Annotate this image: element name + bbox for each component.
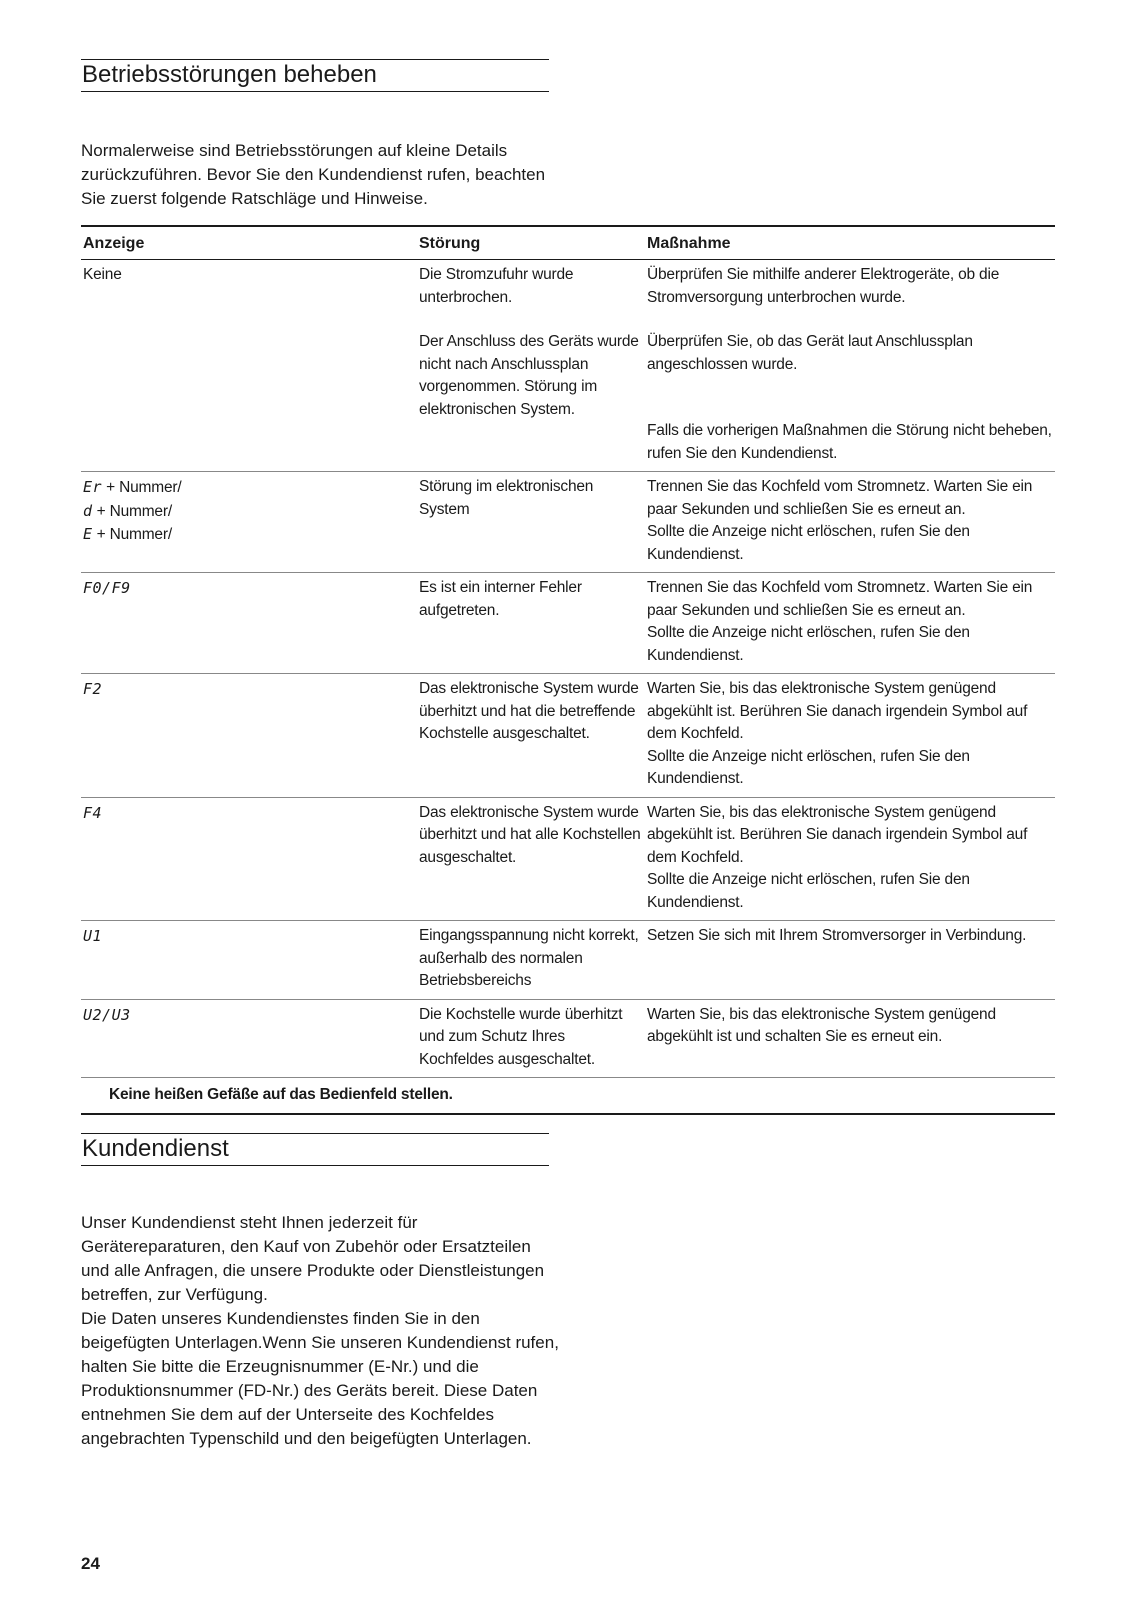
service-text-2: Die Daten unseres Kundendienstes finden Sie in den beigefügten Unterlagen.Wenn Sie unseren Kundendienst rufen, halten Sie bitte die Erzeugnisnummer (E-Nr.) und die Produktionsnummer (FD-Nr.) des Geräts bereit. Diese Daten entnehmen Sie dem auf der Unterseite des Kochfeldes angebrachten Typenschild und den beigefügten Unterlagen. [81,1309,559,1448]
service-text-1: Unser Kundendienst steht Ihnen jederzeit für Gerätereparaturen, den Kauf von Zubehör oder Ersatzteilen und alle Anfragen, die unsere Produkte oder Dienstleistungen betreffen, zur Verfügung. [81,1213,545,1304]
table-note-row [81,1078,1055,1114]
column-header-display: Anzeige [81,226,417,260]
display-code: E [83,525,93,543]
column-header-fault: Störung [417,226,645,260]
fault-table [81,225,1055,1115]
display-line [83,500,415,524]
fault-cell: Das elektronische System wurde überhitzt und hat alle Kochstellen ausgeschaltet. [417,797,645,921]
intro-paragraph [81,139,561,211]
display-code: U2/U3 [83,1005,131,1024]
display-cell [81,472,417,573]
section-heading-service: Kundendienst [81,1133,549,1166]
display-cell [81,674,417,798]
display-code: F2 [83,680,103,698]
table-row [81,674,1055,798]
fault-cell: Die Kochstelle wurde überhitzt und zum Schutz Ihres Kochfeldes ausgeschaltet. [417,999,645,1078]
table-row [81,797,1055,921]
display-cell [81,921,417,1000]
action-cell [645,260,1055,472]
display-code: Er [83,478,103,496]
fault-cell: Eingangsspannung nicht korrekt, außerhalb des normalen Betriebsbereichs [417,921,645,1000]
service-paragraph [81,1211,561,1451]
display-cell [81,797,417,921]
display-cell [81,573,417,674]
action-cell: Warten Sie, bis das elektronische System genügend abgekühlt ist. Berühren Sie danach irgendein Symbol auf dem Kochfeld. Sollte die Anzeige nicht erlöschen, rufen Sie den Kundendienst. [645,797,1055,921]
table-row [81,260,1055,472]
action-cell: Setzen Sie sich mit Ihrem Stromversorger in Verbindung. [645,921,1055,1000]
column-header-action: Maßnahme [645,226,1055,260]
fault-cell: Das elektronische System wurde überhitzt und hat die betreffende Kochstelle ausgeschaltet. [417,674,645,798]
action-text: Falls die vorherigen Maßnahmen die Störung nicht beheben, rufen Sie den Kundendienst. [647,422,1052,462]
action-cell: Warten Sie, bis das elektronische System genügend abgekühlt ist. Berühren Sie danach irgendein Symbol auf dem Kochfeld. Sollte die Anzeige nicht erlöschen, rufen Sie den Kundendienst. [645,674,1055,798]
table-row [81,573,1055,674]
display-code: d [83,501,93,520]
section-heading-troubleshooting: Betriebsstörungen beheben [81,59,549,92]
display-suffix: + Nummer/ [92,502,172,520]
table-row [81,999,1055,1078]
display-code: F4 [83,803,103,822]
warning-note: Keine heißen Gefäße auf das Bedienfeld stellen. [81,1078,1055,1114]
action-cell: Trennen Sie das Kochfeld vom Stromnetz. Warten Sie ein paar Sekunden und schließen Sie es erneut an. Sollte die Anzeige nicht erlöschen, rufen Sie den Kundendienst. [645,573,1055,674]
display-line [83,523,415,547]
intro-text: Normalerweise sind Betriebsstörungen auf kleine Details zurückzuführen. Bevor Sie den Kundendienst rufen, beachten Sie zuerst folgende Ratschläge und Hinweise. [81,141,546,208]
action-text: Überprüfen Sie mithilfe anderer Elektrogeräte, ob die Stromversorgung unterbrochen wurde. [647,266,1000,306]
display-cell: Keine [83,266,122,283]
action-text: Überprüfen Sie, ob das Gerät laut Anschlussplan angeschlossen wurde. [647,333,973,373]
display-code: U1 [83,927,103,945]
action-cell: Trennen Sie das Kochfeld vom Stromnetz. Warten Sie ein paar Sekunden und schließen Sie es erneut an. Sollte die Anzeige nicht erlöschen, rufen Sie den Kundendienst. [645,472,1055,573]
fault-text: Die Stromzufuhr wurde unterbrochen. [419,266,574,306]
display-code: F0/F9 [83,579,131,597]
fault-cell [417,260,645,472]
fault-cell: Störung im elektronischen System [417,472,645,573]
display-line [83,476,415,500]
page-number: 24 [81,1554,100,1573]
display-suffix: + Nummer/ [92,526,172,543]
table-row [81,472,1055,573]
display-cell [81,999,417,1078]
table-row [81,921,1055,1000]
fault-cell: Es ist ein interner Fehler aufgetreten. [417,573,645,674]
fault-text: Der Anschluss des Geräts wurde nicht nach Anschlussplan vorgenommen. Störung im elektronischen System. [419,333,639,418]
display-suffix: + Nummer/ [102,479,182,496]
action-cell: Warten Sie, bis das elektronische System genügend abgekühlt ist und schalten Sie es erneut ein. [645,999,1055,1078]
table-header-row [81,226,1055,260]
